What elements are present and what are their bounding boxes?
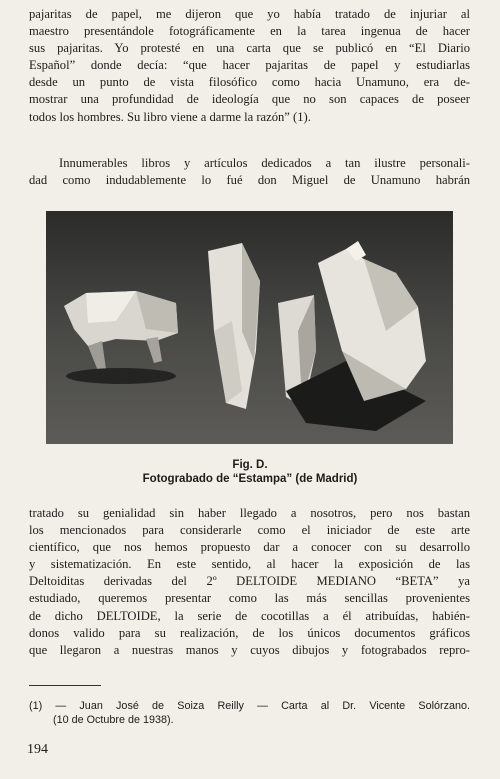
text-line: de dicho DELTOIDE, la serie de cocotillas a él atribuídas, habién- [29, 608, 470, 623]
text-line: estudiado, queremos presentar como las más sencillas provenientes [29, 591, 470, 606]
text-line: pajaritas de papel, me dijeron que yo había tratado de injuriar al [29, 7, 470, 21]
text-line: Innumerables libros y artículos dedicados a tan ilustre personali- [59, 156, 470, 170]
text-line: y sistematización. En este sentido, al hacer la exposición de las [29, 557, 470, 572]
paragraph-2 [29, 155, 470, 189]
origami-photograph [46, 211, 453, 444]
text-line: desde un punto de vista filosófico como hacia Unamuno, era de- [29, 75, 470, 90]
text-line: sus pajaritas. Yo protesté en una carta que se publicó en “El Diario [29, 41, 470, 56]
text-line: maestro presentándole fotográficamente en la tarea ingenua de hacer [29, 24, 470, 39]
paragraph-3 [29, 505, 470, 659]
text-line: todos los hombres. Su libro viene a darme la razón” (1). [29, 109, 311, 124]
text-line: Deltoiditas derivadas del 2º DELTOIDE MEDIANO “BETA” ya [29, 574, 470, 589]
figure-label: Fig. D. [232, 459, 268, 471]
text-line: que llegaron a nuestras manos y cuyos dibujos y fotograbados repro- [29, 642, 470, 657]
text-line: dad como indudablemente lo fué don Miguel de Unamuno habrán [29, 173, 470, 188]
text-line: tratado su genialidad sin haber llegado a nosotros, pero nos bastan [29, 506, 470, 520]
footnote-divider [29, 685, 101, 686]
origami-photo-illustration [46, 211, 453, 444]
footnote-line-1: (1) — Juan José de Soiza Reilly — Carta al Dr. Vicente Solórzano. [29, 700, 470, 712]
footnote-line-2: (10 de Octubre de 1938). [53, 714, 174, 726]
text-line: científico, que nos hemos propuesto dar a conocer con su desarrollo [29, 540, 470, 555]
figure-caption: Fotograbado de “Estampa” (de Madrid) [142, 473, 358, 485]
text-line: donos valido para su realización, de los únicos documentos gráficos [29, 625, 470, 640]
text-line: los mencionados para considerarle como el iniciador de este arte [29, 523, 470, 538]
text-line: mostrar una profundidad de ideología que no son capaces de poseer [29, 92, 470, 107]
text-line: Español” donde decía: “que hacer pajaritas de papel y estudiarlas [29, 58, 470, 73]
page-number: 194 [27, 742, 48, 757]
paragraph-1 [29, 6, 470, 126]
